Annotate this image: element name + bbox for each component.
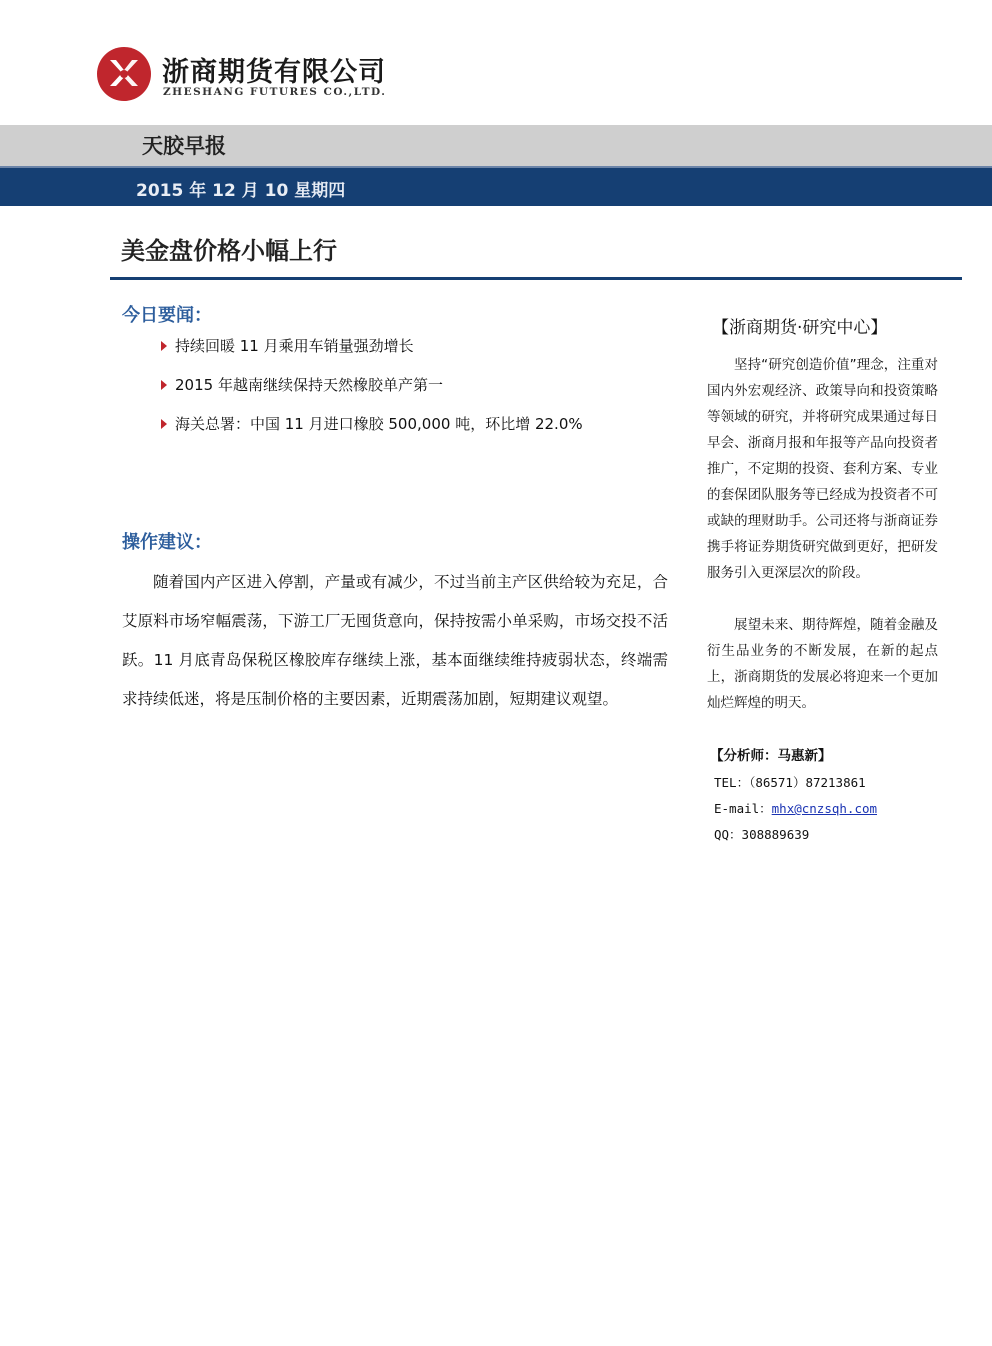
news-section-title: 今日要闻： [122,305,212,326]
news-item-text: 持续回暖 11 月乘用车销量强劲增长 [175,337,414,355]
title-divider [110,277,962,280]
advice-section-title: 操作建议： [122,532,212,553]
news-item-text: 海关总署：中国 11 月进口橡胶 500,000 吨，环比增 22.0% [175,415,583,433]
news-item-text: 2015 年越南继续保持天然橡胶单产第一 [175,376,443,394]
bullet-arrow-icon [161,419,167,429]
analyst-email-row [714,799,877,817]
company-name-cn: 浙商期货有限公司 [162,57,386,88]
report-date: 2015 年 12 月 10 星期四 [136,181,346,201]
bullet-arrow-icon [161,341,167,351]
analyst-tel: TEL：（86571）87213861 [714,775,866,790]
email-link[interactable]: mhx@cnzsqh.com [771,801,878,816]
news-item [161,374,443,395]
advice-paragraph: 随着国内产区进入停割，产量或有减少，不过当前主产区供给较为充足，合艾原料市场窄幅震荡，下游工厂无囤货意向，保持按需小单采购，市场交投不活跃。11 月底青岛保税区橡胶库存继续上涨，基本面继续维持疲弱状态，终端需求持续低迷，将是压制价格的主要因素，近期震荡加剧，短期建议观望。 [122,573,668,708]
report-name-band [0,125,992,166]
company-name-en: ZHESHANG FUTURES CO.,LTD. [163,86,387,98]
analyst-qq: QQ：308889639 [714,827,810,842]
company-logo-icon [96,46,152,102]
news-item [161,335,414,356]
sidebar-title: 【浙商期货·研究中心】 [712,318,888,338]
report-name: 天胶早报 [142,134,226,158]
analyst-title: 【分析师：马惠新】 [710,748,832,764]
sidebar-intro-paragraph: 坚持“研究创造价值”理念，注重对国内外宏观经济、政策导向和投资策略等领域的研究，并将研究成果通过每日早会、浙商月报和年报等产品向投资者推广，不定期的投资、套利方案、专业的套保团队服务等已经成为投资者不可或缺的理财助手。公司还将与浙商证券携手将证券期货研究做到更好，把研发服务引入更深层次的阶段。 [707,357,938,581]
sidebar-outlook-paragraph: 展望未来、期待辉煌，随着金融及衍生品业务的不断发展，在新的起点上，浙商期货的发展必将迎来一个更加灿烂辉煌的明天。 [707,617,938,711]
bullet-arrow-icon [161,380,167,390]
email-label: E-mail： [714,801,772,816]
news-item [161,413,583,434]
page-title: 美金盘价格小幅上行 [121,237,337,265]
date-band [0,166,992,206]
